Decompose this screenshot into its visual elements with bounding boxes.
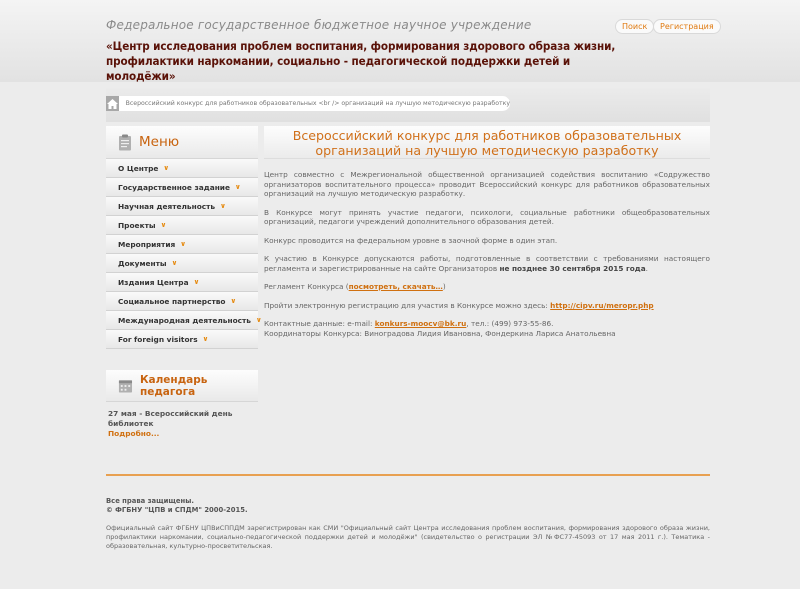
calendar-title: Календарь педагога (139, 373, 208, 398)
menu-title: Меню (139, 134, 180, 150)
registration-link[interactable]: http://cipv.ru/meropr.php (550, 300, 654, 310)
chevron-down-icon: ∨ (235, 183, 241, 191)
menu-item-state-task[interactable]: Государственное задание ∨ (106, 178, 258, 197)
chevron-down-icon: ∨ (163, 164, 170, 172)
menu-item-projects[interactable]: Проекты ∨ (106, 216, 258, 235)
deadline-text: не позднее 30 сентября 2015 года (499, 263, 646, 273)
calendar-icon (118, 378, 133, 394)
teacher-calendar (106, 370, 258, 438)
chevron-down-icon: ∨ (230, 297, 237, 305)
footer-divider (106, 474, 710, 476)
home-icon[interactable] (106, 96, 119, 111)
breadcrumb (106, 96, 510, 111)
menu-item-events[interactable]: Мероприятия ∨ (106, 235, 258, 254)
paragraph: К участию в Конкурсе допускаются работы, подготовленные в соответствии с требованиями настоящего регламента и зарегистрированные на сайте Организаторов не позднее 30 сентября 2015 года. (264, 254, 710, 273)
menu-item-documents[interactable]: Документы ∨ (106, 254, 258, 273)
paragraph: Центр совместно с Межрегиональной общественной организацией содействия воспитанию «Содружество организаторов воспитательного процесса» проводит Всероссийский конкурс для работников образовательных организаций на лучшую методическую разработку. (264, 170, 710, 198)
regulations-link[interactable]: посмотреть, скачать… (348, 282, 443, 291)
breadcrumb-current: Всероссийский конкурс для работников образовательных <br /> организаций на лучшую методическую разработку (125, 100, 510, 107)
menu-item-international[interactable]: Международная деятельность ∨ (106, 311, 258, 330)
footer-official-info: Официальный сайт ФГБНУ ЦПВиСППДМ зарегистрирован как СМИ "Официальный сайт Центра исследования проблем воспитания, формирования здорового образа жизни, профилактики наркомании, социально-педагогической поддержки детей и молодёжи" (свидетельство о регистрации ЭЛ №ФС77-45093 от 17 мая 2011 г.). Тематика - образовательная, культурно-просветительская. (106, 524, 710, 550)
paragraph: Контактные данные: e-mail: konkurs-moocv@bk.ru, тел.: (499) 973-55-86. Координаторы Конкурса: Виноградова Лидия Ивановна, Фондеркина Лариса Анатольевна (264, 319, 616, 338)
paragraph: Конкурс проводится на федеральном уровне в заочной форме в один этап. (264, 235, 558, 245)
menu-item-partnership[interactable]: Социальное партнерство ∨ (106, 292, 258, 311)
calendar-header (106, 370, 258, 402)
calendar-more-link[interactable]: Подробно... (108, 429, 160, 438)
sidebar-menu (106, 126, 262, 349)
email-link[interactable]: konkurs-moocv@bk.ru (374, 319, 467, 328)
menu-item-foreign[interactable]: For foreign visitors ∨ (106, 330, 258, 349)
org-subtitle: Федеральное государственное бюджетное научное учреждение (106, 18, 532, 32)
chevron-down-icon: ∨ (202, 335, 209, 343)
article-title: Всероссийский конкурс для работников образовательных организаций на лучшую методическую разработку (264, 126, 710, 159)
chevron-down-icon: ∨ (160, 221, 167, 229)
paragraph: В Конкурсе могут принять участие педагоги, психологи, социальные работники общеобразовательных организаций, педагоги учреждений дополнительного образования детей. (264, 207, 710, 226)
chevron-down-icon: ∨ (193, 278, 200, 286)
menu-item-research[interactable]: Научная деятельность ∨ (106, 197, 258, 216)
menu-item-publications[interactable]: Издания Центра ∨ (106, 273, 258, 292)
paragraph: Пройти электронную регистрацию для участия в Конкурсе можно здесь: http://cipv.ru/meropr.php (264, 300, 654, 310)
chevron-down-icon: ∨ (255, 316, 262, 324)
article-body (264, 170, 710, 338)
calendar-event: 27 мая - Всероссийский день библиотек (108, 409, 233, 428)
menu-header (106, 126, 258, 159)
search-button[interactable]: Поиск (615, 19, 654, 34)
chevron-down-icon: ∨ (220, 202, 226, 210)
org-title: «Центр исследования проблем воспитания, формирования здорового образа жизни, профилактики наркомании, социально - педагогической поддержки детей и молодёжи» (106, 39, 616, 83)
main-content (264, 126, 710, 347)
footer-rights: Все права защищены. © ФГБНУ "ЦПВ и СПДМ" 2000-2015. (106, 497, 248, 514)
paragraph: Регламент Конкурса (посмотреть, скачать…) (264, 282, 446, 291)
clipboard-icon (118, 134, 132, 151)
chevron-down-icon: ∨ (180, 240, 186, 248)
register-button[interactable]: Регистрация (653, 19, 721, 34)
menu-item-about[interactable]: О Центре ∨ (106, 159, 258, 178)
chevron-down-icon: ∨ (171, 259, 178, 267)
